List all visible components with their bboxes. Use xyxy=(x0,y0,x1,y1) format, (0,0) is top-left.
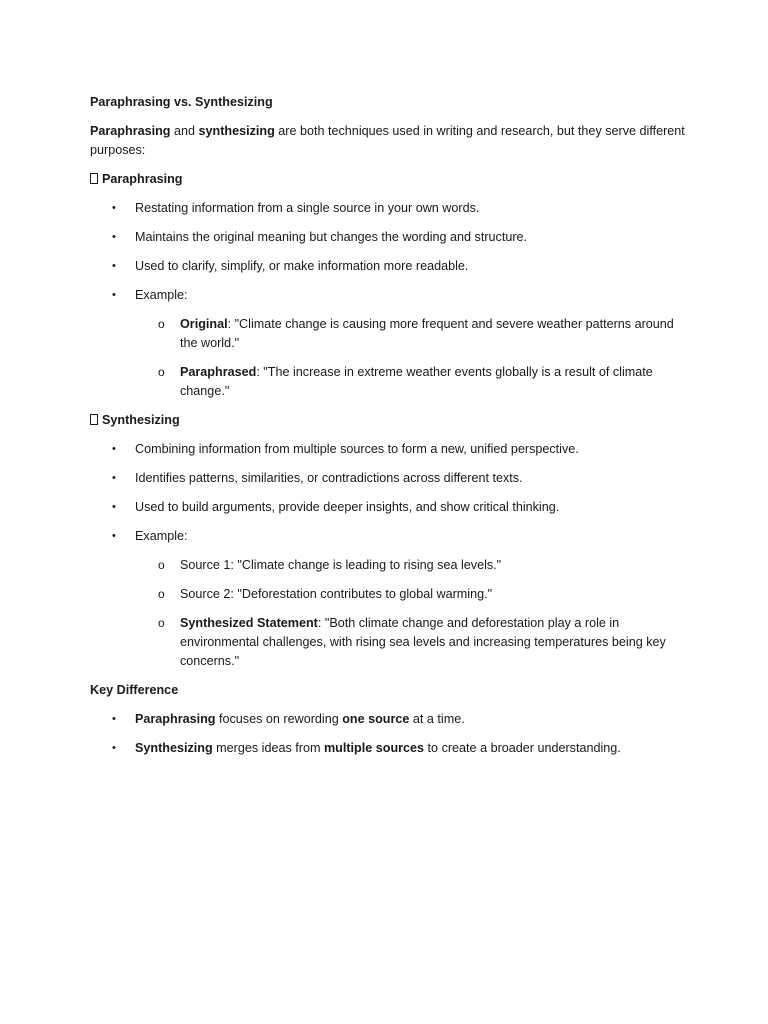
list-item: • Maintains the original meaning but changes the wording and structure. xyxy=(90,228,686,247)
synthesizing-heading: Synthesizing xyxy=(90,411,686,430)
sub-list-item: o Synthesized Statement: "Both climate change and deforestation play a role in environmental challenges, with rising sea levels and increasing temperatures being key concerns." xyxy=(158,616,666,668)
bullet-icon: • xyxy=(112,443,116,455)
list-item: • Combining information from multiple sources to form a new, unified perspective. xyxy=(90,440,686,459)
circle-bullet-icon: o xyxy=(158,558,165,572)
list-item: • Paraphrasing focuses on rewording one source at a time. xyxy=(90,710,686,729)
key-difference-list xyxy=(90,710,686,758)
sub-list-item: o Original: "Climate change is causing more frequent and severe weather patterns around the world." xyxy=(158,317,674,350)
paraphrasing-heading: Paraphrasing xyxy=(90,170,686,189)
document-body xyxy=(90,93,686,768)
list-item: • Restating information from a single source in your own words. xyxy=(90,199,686,218)
list-item: • Used to build arguments, provide deeper insights, and show critical thinking. xyxy=(90,498,686,517)
bullet-icon: • xyxy=(112,231,116,243)
intro-term-paraphrasing: Paraphrasing xyxy=(90,124,171,138)
synthesizing-list xyxy=(90,440,686,671)
bullet-icon: • xyxy=(112,289,116,301)
document-title: Paraphrasing vs. Synthesizing xyxy=(90,95,273,109)
circle-bullet-icon: o xyxy=(158,587,165,601)
bullet-icon: • xyxy=(112,202,116,214)
paraphrasing-example-list xyxy=(135,315,686,401)
bullet-icon: • xyxy=(112,713,116,725)
sub-list-item: o Source 2: "Deforestation contributes to global warming." xyxy=(135,585,686,604)
intro-term-synthesizing: synthesizing xyxy=(198,124,275,138)
intro-paragraph: Paraphrasing and synthesizing are both techniques used in writing and research, but they serve different purposes: xyxy=(90,124,685,157)
list-item: • Used to clarify, simplify, or make information more readable. xyxy=(90,257,686,276)
circle-bullet-icon: o xyxy=(158,616,165,630)
list-item: • Synthesizing merges ideas from multiple sources to create a broader understanding. xyxy=(90,739,686,758)
paraphrasing-list xyxy=(90,199,686,401)
bullet-icon: • xyxy=(112,530,116,542)
circle-bullet-icon: o xyxy=(158,365,165,379)
bullet-icon: • xyxy=(112,472,116,484)
bullet-icon: • xyxy=(112,742,116,754)
missing-glyph-icon xyxy=(90,414,98,425)
bullet-icon: • xyxy=(112,501,116,513)
sub-list-item: o Paraphrased: "The increase in extreme weather events globally is a result of climate change." xyxy=(158,365,653,398)
circle-bullet-icon: o xyxy=(158,317,165,331)
list-item: • Example: o Source 1: "Climate change is leading to rising sea levels." o Source 2: "Deforestation contributes to global warming." o Synthesized Statement: "Both climate change and deforestation play a role in environmental challenges, with rising sea levels and increasing temperatures being key concerns." xyxy=(90,527,686,671)
missing-glyph-icon xyxy=(90,173,98,184)
list-item: • Identifies patterns, similarities, or contradictions across different texts. xyxy=(90,469,686,488)
sub-list-item: o Source 1: "Climate change is leading to rising sea levels." xyxy=(135,556,686,575)
list-item: • Example: o Original: "Climate change is causing more frequent and severe weather patterns around the world." o Paraphrased: "The increase in extreme weather events globally is a result of climate change." xyxy=(90,286,686,401)
key-difference-heading: Key Difference xyxy=(90,683,179,697)
bullet-icon: • xyxy=(112,260,116,272)
synthesizing-example-list xyxy=(135,556,686,671)
